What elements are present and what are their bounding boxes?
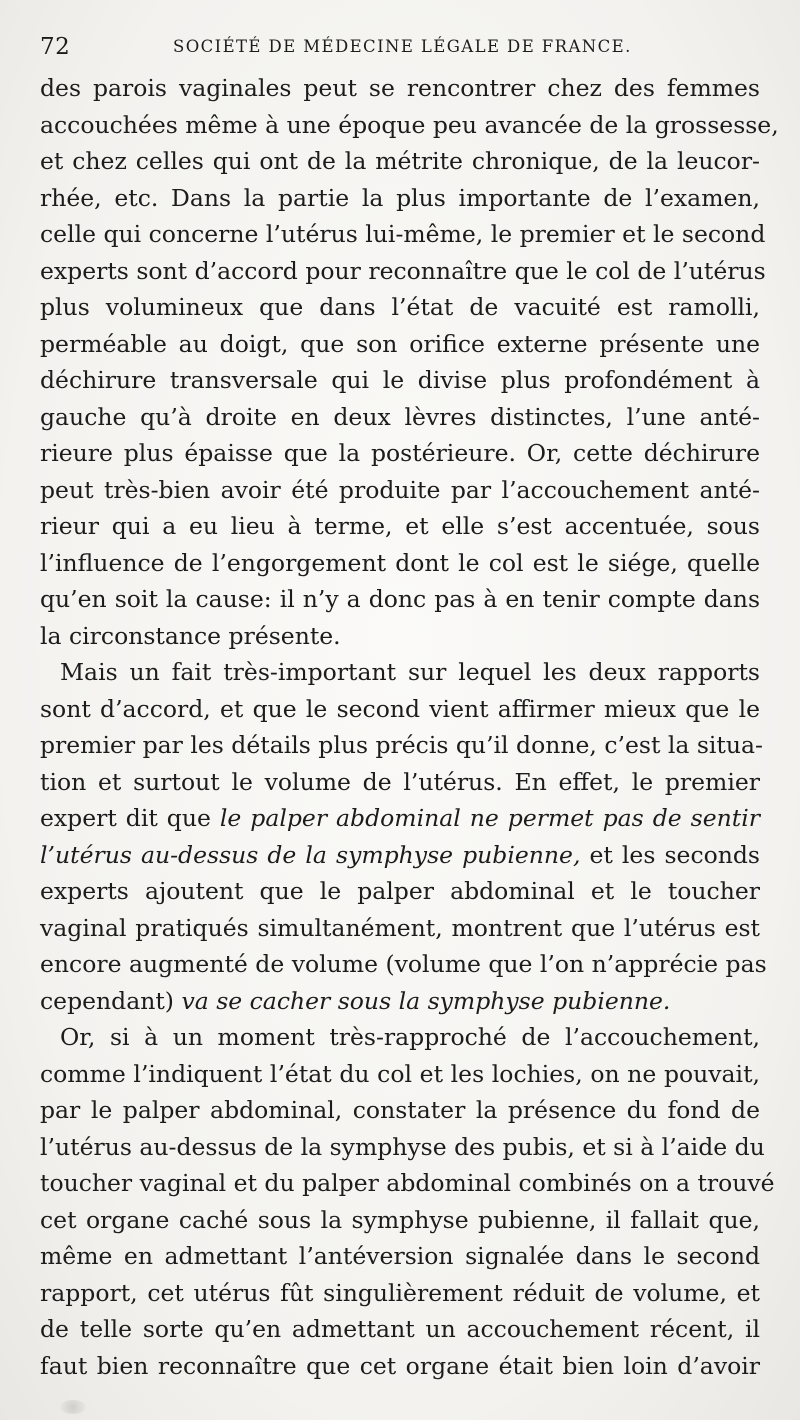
text-line: cet organe caché sous la symphyse pubienne, il fallait que, — [40, 1205, 760, 1234]
italic-segment: le palper abdominal ne permet pas de sentir — [219, 804, 760, 832]
text-line: rieur qui a eu lieu à terme, et elle s’est accentuée, sous — [40, 512, 760, 540]
text-line: plus volumineux que dans l’état de vacuité est ramolli, — [40, 293, 760, 321]
text-line: celle qui concerne l’utérus lui-même, le premier et le second — [40, 220, 766, 248]
text-line: tion et surtout le volume de l’utérus. En effet, le premier — [40, 767, 760, 796]
body-text — [40, 70, 779, 1384]
italic-segment: va se cacher sous la symphyse pubienne. — [181, 986, 671, 1015]
text-line: par le palper abdominal, constater la présence du fond de — [40, 1096, 760, 1124]
text-line: gauche qu’à droite en deux lèvres distinctes, l’une anté- — [40, 402, 760, 431]
text-line: perméable au doigt, que son orifice externe présente une — [40, 329, 760, 358]
text-segment: et les seconds — [589, 840, 760, 869]
text-line: peut très-bien avoir été produite par l’accouchement anté- — [40, 475, 760, 504]
text-line: déchirure transversale qui le divise plus profondément à — [40, 366, 760, 394]
text-line — [40, 800, 760, 837]
text-line: toucher vaginal et du palper abdominal combinés on a trouvé — [40, 1169, 775, 1197]
text-line — [40, 837, 760, 874]
text-line: Or, si à un moment très-rapproché de l’accouchement, — [60, 1023, 760, 1051]
text-line: accouchées même à une époque peu avancée de la grossesse, — [40, 110, 779, 139]
running-head — [40, 34, 760, 64]
text-line: l’utérus au-dessus de la symphyse des pubis, et si à l’aide du — [40, 1132, 765, 1161]
text-segment: expert dit que — [40, 804, 211, 832]
text-line: et chez celles qui ont de la métrite chronique, de la leucor- — [40, 147, 760, 175]
text-line: premier par les détails plus précis qu’il donne, c’est la situa- — [40, 731, 763, 759]
text-line: experts sont d’accord pour reconnaître que le col de l’utérus — [40, 256, 766, 285]
text-line: comme l’indiquent l’état du col et les lochies, on ne pouvait, — [40, 1059, 760, 1088]
running-title: SOCIÉTÉ DE MÉDECINE LÉGALE DE FRANCE. — [173, 37, 632, 56]
italic-segment: l’utérus au-dessus de la symphyse pubienne, — [40, 840, 581, 869]
text-line: qu’en soit la cause: il n’y a donc pas à en tenir compte dans — [40, 585, 760, 613]
text-line: des parois vaginales peut se rencontrer chez des femmes — [40, 74, 760, 102]
text-line: l’influence de l’engorgement dont le col est le siége, quelle — [40, 548, 760, 577]
text-line: faut bien reconnaître que cet organe était bien loin d’avoir — [40, 1351, 760, 1380]
text-line: Mais un fait très-important sur lequel les deux rapports — [60, 658, 760, 686]
text-line: rapport, cet utérus fût singulièrement réduit de volume, et — [40, 1278, 760, 1307]
text-line: la circonstance présente. — [40, 621, 341, 650]
text-line: rhée, etc. Dans la partie la plus importante de l’examen, — [40, 183, 760, 212]
text-line: rieure plus épaisse que la postérieure. Or, cette déchirure — [40, 439, 760, 467]
text-line: sont d’accord, et que le second vient affirmer mieux que le — [40, 694, 760, 723]
ink-smudge — [60, 1400, 86, 1414]
text-line: de telle sorte qu’en admettant un accouchement récent, il — [40, 1315, 760, 1343]
text-segment: cependant) — [40, 986, 174, 1015]
text-line: même en admettant l’antéversion signalée dans le second — [40, 1242, 760, 1270]
text-line: experts ajoutent que le palper abdominal et le toucher — [40, 877, 760, 905]
page-number: 72 — [40, 34, 71, 60]
text-line — [40, 983, 760, 1020]
text-line: vaginal pratiqués simultanément, montrent que l’utérus est — [40, 913, 760, 942]
text-line: encore augmenté de volume (volume que l’on n’apprécie pas — [40, 950, 767, 978]
